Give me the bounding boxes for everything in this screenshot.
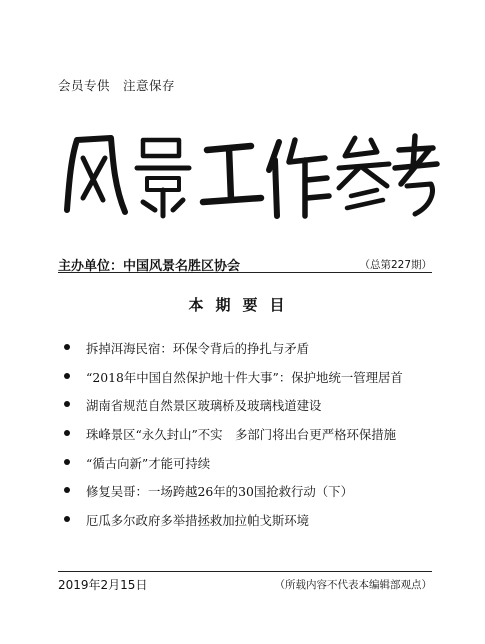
contents-item [64, 425, 403, 454]
masthead-calligraphy [55, 128, 440, 220]
sponsor-row [58, 255, 432, 273]
contents-item-text: “循古向新”才能可持续 [86, 455, 211, 471]
contents-item [64, 368, 403, 397]
bullet-icon [64, 373, 70, 379]
masthead-calligraphy-art [55, 128, 440, 220]
bullet-icon [64, 344, 70, 350]
bullet-icon [64, 430, 70, 436]
contents-item [64, 454, 403, 483]
footer-divider [58, 571, 432, 572]
contents-item-text: “2018年中国自然保护地十件大事”：保护地统一管理居首 [86, 369, 403, 385]
header-divider [58, 272, 432, 273]
member-note: 会员专供 注意保存 [58, 78, 176, 93]
contents-item-text: 珠峰景区“永久封山”不实 多部门将出台更严格环保措施 [86, 427, 397, 443]
contents-item-text: 湖南省规范自然景区玻璃桥及玻璃栈道建设 [86, 398, 322, 414]
bullet-icon [64, 516, 70, 522]
contents-title: 本期要目 [188, 296, 297, 314]
contents-item-text: 修复吴哥：一场跨越26年的30国抢救行动（下） [86, 484, 353, 500]
contents-item [64, 339, 403, 368]
contents-item-text: 拆掉洱海民宿：环保令背后的挣扎与矛盾 [86, 341, 310, 356]
contents-item [64, 396, 403, 425]
bullet-icon [64, 459, 70, 465]
publish-date: 2019年2月15日 [58, 578, 148, 592]
contents-item [64, 511, 403, 540]
bullet-icon [64, 401, 70, 407]
contents-item-text: 厄瓜多尔政府多举措拯救加拉帕戈斯环境 [86, 513, 310, 529]
issue-number: （总第227期） [359, 259, 432, 271]
contents-item [64, 482, 403, 511]
bullet-icon [64, 487, 70, 493]
sponsor-label: 主办单位：中国风景名胜区协会 [58, 259, 241, 274]
disclaimer: （所载内容不代表本编辑部观点） [274, 579, 432, 591]
contents-list [64, 339, 403, 540]
